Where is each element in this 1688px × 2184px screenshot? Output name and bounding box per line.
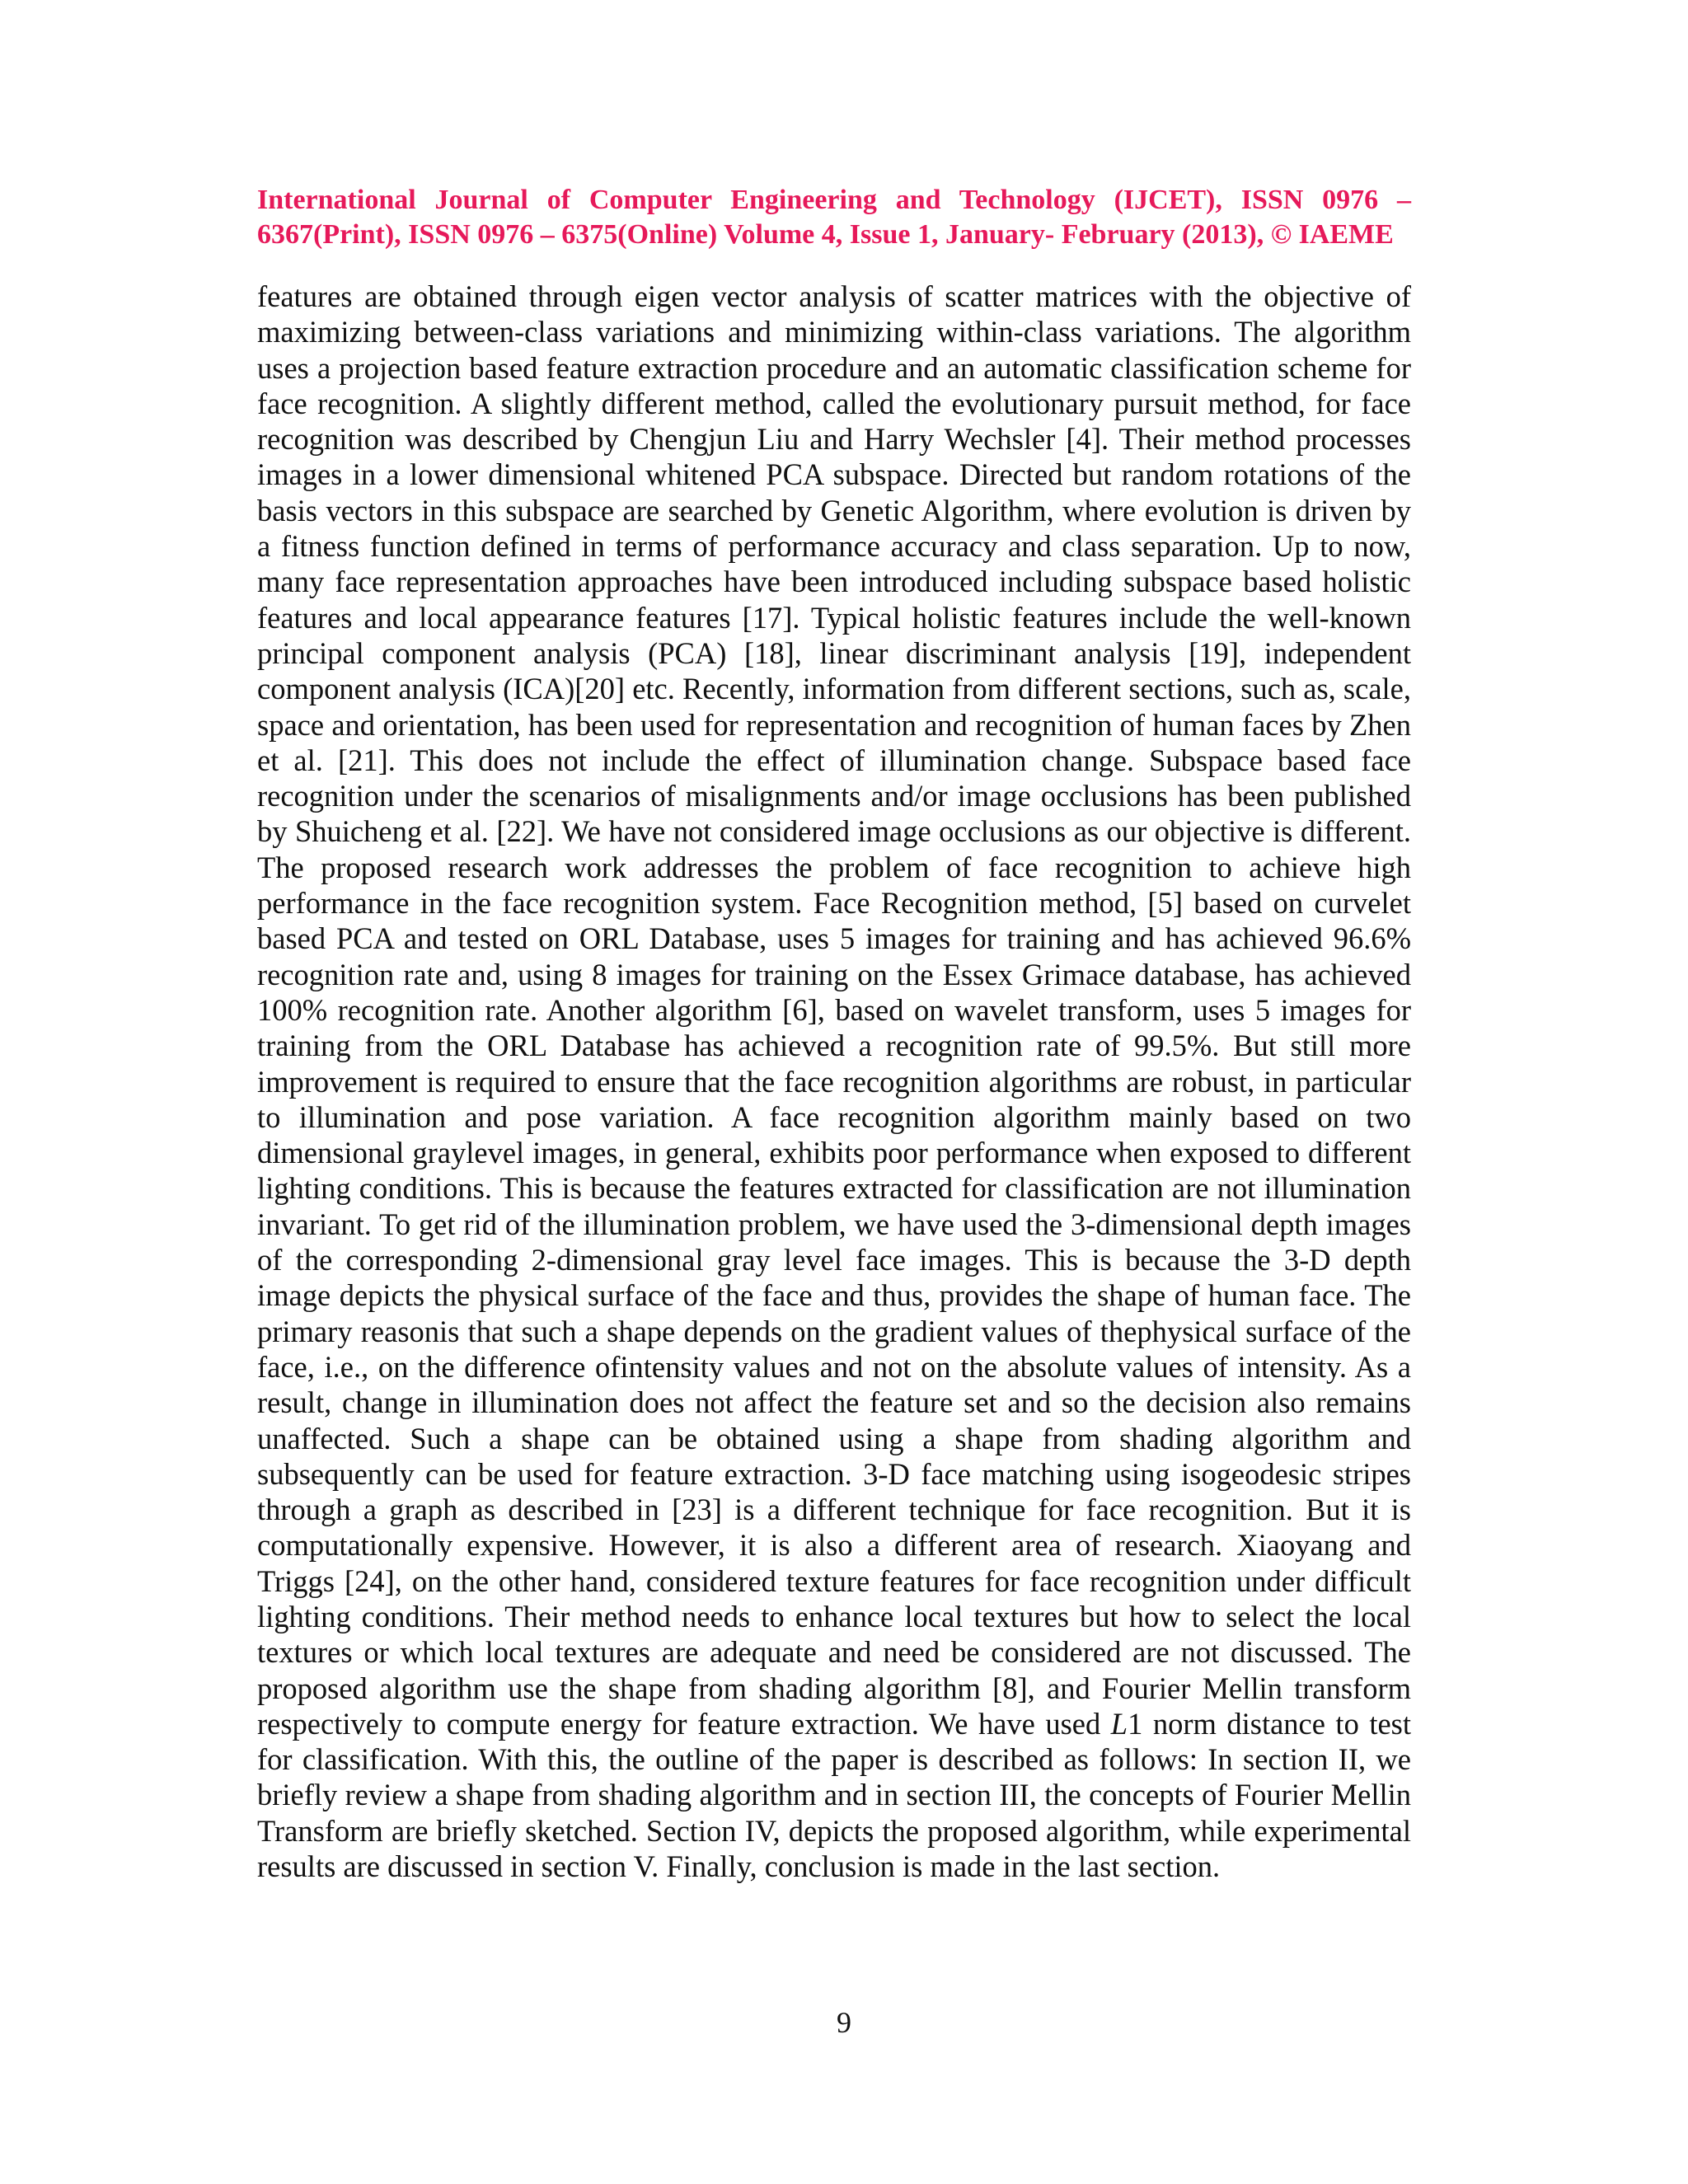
journal-header: International Journal of Computer Engineering and Technology (IJCET), ISSN 0976 – 6367(Print), ISSN 0976 – 6375(Online) Volume 4, Issue 1, January- February (2013), © IAEME — [257, 185, 1411, 250]
body-text-part-1: features are obtained through eigen vector analysis of scatter matrices with the objective of maximizing between-class variations and minimizing within-class variations. The algorithm uses a projection based feature extraction procedure and an automatic classification scheme for face recognition. A slightly different method, called the evolutionary pursuit method, for face recognition was described by Chengjun Liu and Harry Wechsler [4]. Their method processes images in a lower dimensional whitened PCA subspace. Directed but random rotations of the basis vectors in this subspace are searched by Genetic Algorithm, where evolution is driven by a fitness function defined in terms of performance accuracy and class separation. Up to now, many face representation approaches have been introduced including subspace based holistic features and local appearance features [17]. Typical holistic features include the well-known principal component analysis (PCA) [18], linear discriminant analysis [19], independent component analysis (ICA)[20] etc. Recently, information from different sections, such as, scale, space and orientation, has been used for representation and recognition of human faces by Zhen et al. [21]. This does not include the effect of illumination change. Subspace based face recognition under the scenarios of misalignments and/or image occlusions has been published by Shuicheng et al. [22]. We have not considered image occlusions as our objective is different. The proposed research work addresses the problem of face recognition to achieve high performance in the face recognition system. Face Recognition method, [5] based on curvelet based PCA and tested on ORL Database, uses 5 images for training and has achieved 96.6% recognition rate and, using 8 images for training on the Essex Grimace database, has achieved 100% recognition rate. Another algorithm [6], based on wavelet transform, uses 5 images for training from the ORL Database has achieved a recognition rate of 99.5%. But still more improvement is required to ensure that the face recognition algorithms are robust, in particular to illumination and pose variation. A face recognition algorithm mainly based on two dimensional graylevel images, in general, exhibits poor performance when exposed to different lighting conditions. This is because the features extracted for classification are not illumination invariant. To get rid of the illumination problem, we have used the 3-dimensional depth images of the corresponding 2-dimensional gray level face images. This is because the 3-D depth image depicts the physical surface of the face and thus, provides the shape of human face. The primary reasonis that such a shape depends on the gradient values of thephysical surface of the face, i.e., on the difference ofintensity values and not on the absolute values of intensity. As a result, change in illumination does not affect the feature set and so the decision also remains unaffected. Such a shape can be obtained using a shape from shading algorithm and subsequently can be used for feature extraction. 3-D face matching using isogeodesic stripes through a graph as described in [23] is a different technique for face recognition. But it is computationally expensive. However, it is also a different area of research. Xiaoyang and Triggs [24], on the other hand, considered texture features for face recognition under difficult lighting conditions. Their method needs to enhance local textures but how to select the local textures or which local textures are adequate and need be considered are not discussed. The proposed algorithm use the shape from shading algorithm [8], and Fourier Mellin transform respectively to compute energy for feature extraction. We have used — [257, 279, 1411, 1741]
page-number: 9 — [837, 2006, 851, 2039]
body-text-part-2: 1 norm distance to test for classification. With this, the outline of the paper is described as follows: In section II, we briefly review a shape from shading algorithm and in section III, the concepts of Fourier Mellin Transform are briefly sketched. Section IV, depicts the proposed algorithm, while experimental results are discussed in section V. Finally, conclusion is made in the last section. — [257, 1706, 1412, 1884]
l1-norm-symbol: L — [1110, 1706, 1128, 1741]
body-paragraph — [257, 279, 1411, 1884]
